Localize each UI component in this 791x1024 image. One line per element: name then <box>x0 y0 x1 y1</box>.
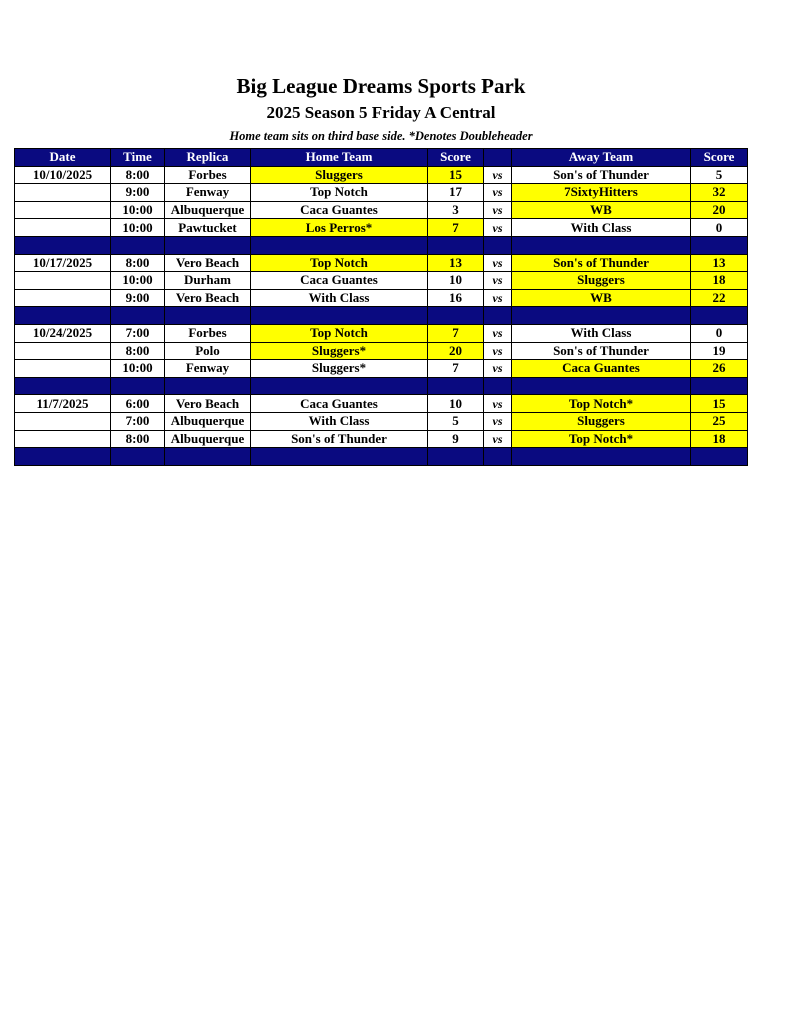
table-row <box>15 272 748 290</box>
vs-cell: vs <box>484 184 512 202</box>
separator-cell <box>691 236 748 254</box>
vs-cell: vs <box>484 166 512 184</box>
date-cell: 11/7/2025 <box>15 395 111 413</box>
separator-cell <box>165 377 251 395</box>
separator-cell <box>484 307 512 325</box>
separator-cell <box>484 236 512 254</box>
column-header-date: Date <box>15 149 111 167</box>
date-cell: 10/17/2025 <box>15 254 111 272</box>
separator-cell <box>251 307 428 325</box>
away-score-cell: 15 <box>691 395 748 413</box>
table-row <box>15 412 748 430</box>
away-score-cell: 20 <box>691 201 748 219</box>
date-cell <box>15 201 111 219</box>
table-row <box>15 324 748 342</box>
separator-cell <box>165 307 251 325</box>
time-cell: 8:00 <box>111 430 165 448</box>
away-score-cell: 32 <box>691 184 748 202</box>
separator-cell <box>691 307 748 325</box>
away-score-cell: 18 <box>691 272 748 290</box>
week-separator-row <box>15 307 748 325</box>
table-row <box>15 360 748 378</box>
time-cell: 10:00 <box>111 219 165 237</box>
replica-cell: Albuquerque <box>165 430 251 448</box>
replica-cell: Forbes <box>165 324 251 342</box>
away-team-cell: With Class <box>512 324 691 342</box>
vs-cell: vs <box>484 430 512 448</box>
vs-cell: vs <box>484 219 512 237</box>
separator-cell <box>512 307 691 325</box>
date-cell <box>15 342 111 360</box>
column-header-away-team: Away Team <box>512 149 691 167</box>
table-header-row <box>15 149 748 167</box>
separator-cell <box>111 236 165 254</box>
date-cell <box>15 360 111 378</box>
separator-cell <box>512 236 691 254</box>
home-team-cell: Los Perros* <box>251 219 428 237</box>
schedule-note: Home team sits on third base side. *Denotes Doubleheader <box>229 129 533 143</box>
home-team-cell: Caca Guantes <box>251 395 428 413</box>
away-team-cell: Top Notch* <box>512 430 691 448</box>
date-cell <box>15 430 111 448</box>
separator-cell <box>111 448 165 466</box>
home-score-cell: 17 <box>428 184 484 202</box>
home-team-cell: Top Notch <box>251 184 428 202</box>
table-row <box>15 342 748 360</box>
home-score-cell: 10 <box>428 395 484 413</box>
separator-cell <box>512 448 691 466</box>
week-separator-row <box>15 236 748 254</box>
away-team-cell: Sluggers <box>512 412 691 430</box>
week-separator-row <box>15 448 748 466</box>
home-team-cell: Sluggers <box>251 166 428 184</box>
separator-cell <box>251 377 428 395</box>
home-team-cell: Sluggers* <box>251 342 428 360</box>
replica-cell: Durham <box>165 272 251 290</box>
week-separator-row <box>15 377 748 395</box>
replica-cell: Pawtucket <box>165 219 251 237</box>
home-score-cell: 15 <box>428 166 484 184</box>
separator-cell <box>428 448 484 466</box>
home-score-cell: 7 <box>428 219 484 237</box>
time-cell: 7:00 <box>111 324 165 342</box>
separator-cell <box>111 377 165 395</box>
replica-cell: Fenway <box>165 184 251 202</box>
table-row <box>15 289 748 307</box>
away-team-cell: Caca Guantes <box>512 360 691 378</box>
away-score-cell: 26 <box>691 360 748 378</box>
vs-cell: vs <box>484 324 512 342</box>
replica-cell: Albuquerque <box>165 201 251 219</box>
separator-cell <box>251 236 428 254</box>
away-score-cell: 0 <box>691 324 748 342</box>
time-cell: 10:00 <box>111 201 165 219</box>
column-header-home-score: Score <box>428 149 484 167</box>
away-score-cell: 18 <box>691 430 748 448</box>
separator-cell <box>691 377 748 395</box>
away-team-cell: Son's of Thunder <box>512 254 691 272</box>
separator-cell <box>428 236 484 254</box>
time-cell: 6:00 <box>111 395 165 413</box>
table-row <box>15 219 748 237</box>
home-score-cell: 10 <box>428 272 484 290</box>
date-cell <box>15 412 111 430</box>
column-header-vs <box>484 149 512 167</box>
replica-cell: Forbes <box>165 166 251 184</box>
replica-cell: Polo <box>165 342 251 360</box>
away-score-cell: 22 <box>691 289 748 307</box>
home-score-cell: 13 <box>428 254 484 272</box>
separator-cell <box>15 236 111 254</box>
home-team-cell: With Class <box>251 289 428 307</box>
home-score-cell: 16 <box>428 289 484 307</box>
separator-cell <box>484 448 512 466</box>
away-score-cell: 19 <box>691 342 748 360</box>
schedule-table <box>14 148 748 466</box>
away-team-cell: WB <box>512 201 691 219</box>
time-cell: 10:00 <box>111 360 165 378</box>
away-team-cell: Son's of Thunder <box>512 342 691 360</box>
table-row <box>15 184 748 202</box>
replica-cell: Albuquerque <box>165 412 251 430</box>
home-team-cell: Sluggers* <box>251 360 428 378</box>
time-cell: 10:00 <box>111 272 165 290</box>
home-score-cell: 9 <box>428 430 484 448</box>
separator-cell <box>15 377 111 395</box>
separator-cell <box>428 307 484 325</box>
replica-cell: Vero Beach <box>165 289 251 307</box>
page-subtitle: 2025 Season 5 Friday A Central <box>266 103 496 122</box>
time-cell: 8:00 <box>111 254 165 272</box>
separator-cell <box>165 236 251 254</box>
away-team-cell: WB <box>512 289 691 307</box>
away-team-cell: Top Notch* <box>512 395 691 413</box>
home-team-cell: Son's of Thunder <box>251 430 428 448</box>
time-cell: 9:00 <box>111 289 165 307</box>
replica-cell: Fenway <box>165 360 251 378</box>
page-title: Big League Dreams Sports Park <box>236 74 526 98</box>
away-team-cell: Son's of Thunder <box>512 166 691 184</box>
home-team-cell: Caca Guantes <box>251 272 428 290</box>
away-team-cell: Sluggers <box>512 272 691 290</box>
vs-cell: vs <box>484 201 512 219</box>
separator-cell <box>165 448 251 466</box>
vs-cell: vs <box>484 254 512 272</box>
date-cell <box>15 289 111 307</box>
vs-cell: vs <box>484 289 512 307</box>
column-header-replica: Replica <box>165 149 251 167</box>
vs-cell: vs <box>484 342 512 360</box>
home-score-cell: 7 <box>428 360 484 378</box>
time-cell: 9:00 <box>111 184 165 202</box>
separator-cell <box>251 448 428 466</box>
date-cell <box>15 219 111 237</box>
separator-cell <box>15 448 111 466</box>
table-row <box>15 430 748 448</box>
home-team-cell: Top Notch <box>251 254 428 272</box>
away-score-cell: 5 <box>691 166 748 184</box>
date-cell <box>15 184 111 202</box>
separator-cell <box>512 377 691 395</box>
away-score-cell: 0 <box>691 219 748 237</box>
separator-cell <box>484 377 512 395</box>
replica-cell: Vero Beach <box>165 254 251 272</box>
time-cell: 8:00 <box>111 342 165 360</box>
vs-cell: vs <box>484 360 512 378</box>
separator-cell <box>428 377 484 395</box>
separator-cell <box>111 307 165 325</box>
away-team-cell: With Class <box>512 219 691 237</box>
table-row <box>15 395 748 413</box>
away-score-cell: 25 <box>691 412 748 430</box>
home-score-cell: 5 <box>428 412 484 430</box>
home-score-cell: 3 <box>428 201 484 219</box>
away-score-cell: 13 <box>691 254 748 272</box>
home-score-cell: 20 <box>428 342 484 360</box>
home-team-cell: Top Notch <box>251 324 428 342</box>
separator-cell <box>691 448 748 466</box>
schedule-body <box>15 166 748 465</box>
separator-cell <box>15 307 111 325</box>
time-cell: 7:00 <box>111 412 165 430</box>
away-team-cell: 7SixtyHitters <box>512 184 691 202</box>
home-team-cell: With Class <box>251 412 428 430</box>
home-team-cell: Caca Guantes <box>251 201 428 219</box>
date-cell <box>15 272 111 290</box>
vs-cell: vs <box>484 412 512 430</box>
column-header-time: Time <box>111 149 165 167</box>
date-cell: 10/24/2025 <box>15 324 111 342</box>
table-row <box>15 254 748 272</box>
time-cell: 8:00 <box>111 166 165 184</box>
date-cell: 10/10/2025 <box>15 166 111 184</box>
vs-cell: vs <box>484 395 512 413</box>
table-row <box>15 201 748 219</box>
column-header-away-score: Score <box>691 149 748 167</box>
table-row <box>15 166 748 184</box>
replica-cell: Vero Beach <box>165 395 251 413</box>
vs-cell: vs <box>484 272 512 290</box>
column-header-home-team: Home Team <box>251 149 428 167</box>
home-score-cell: 7 <box>428 324 484 342</box>
